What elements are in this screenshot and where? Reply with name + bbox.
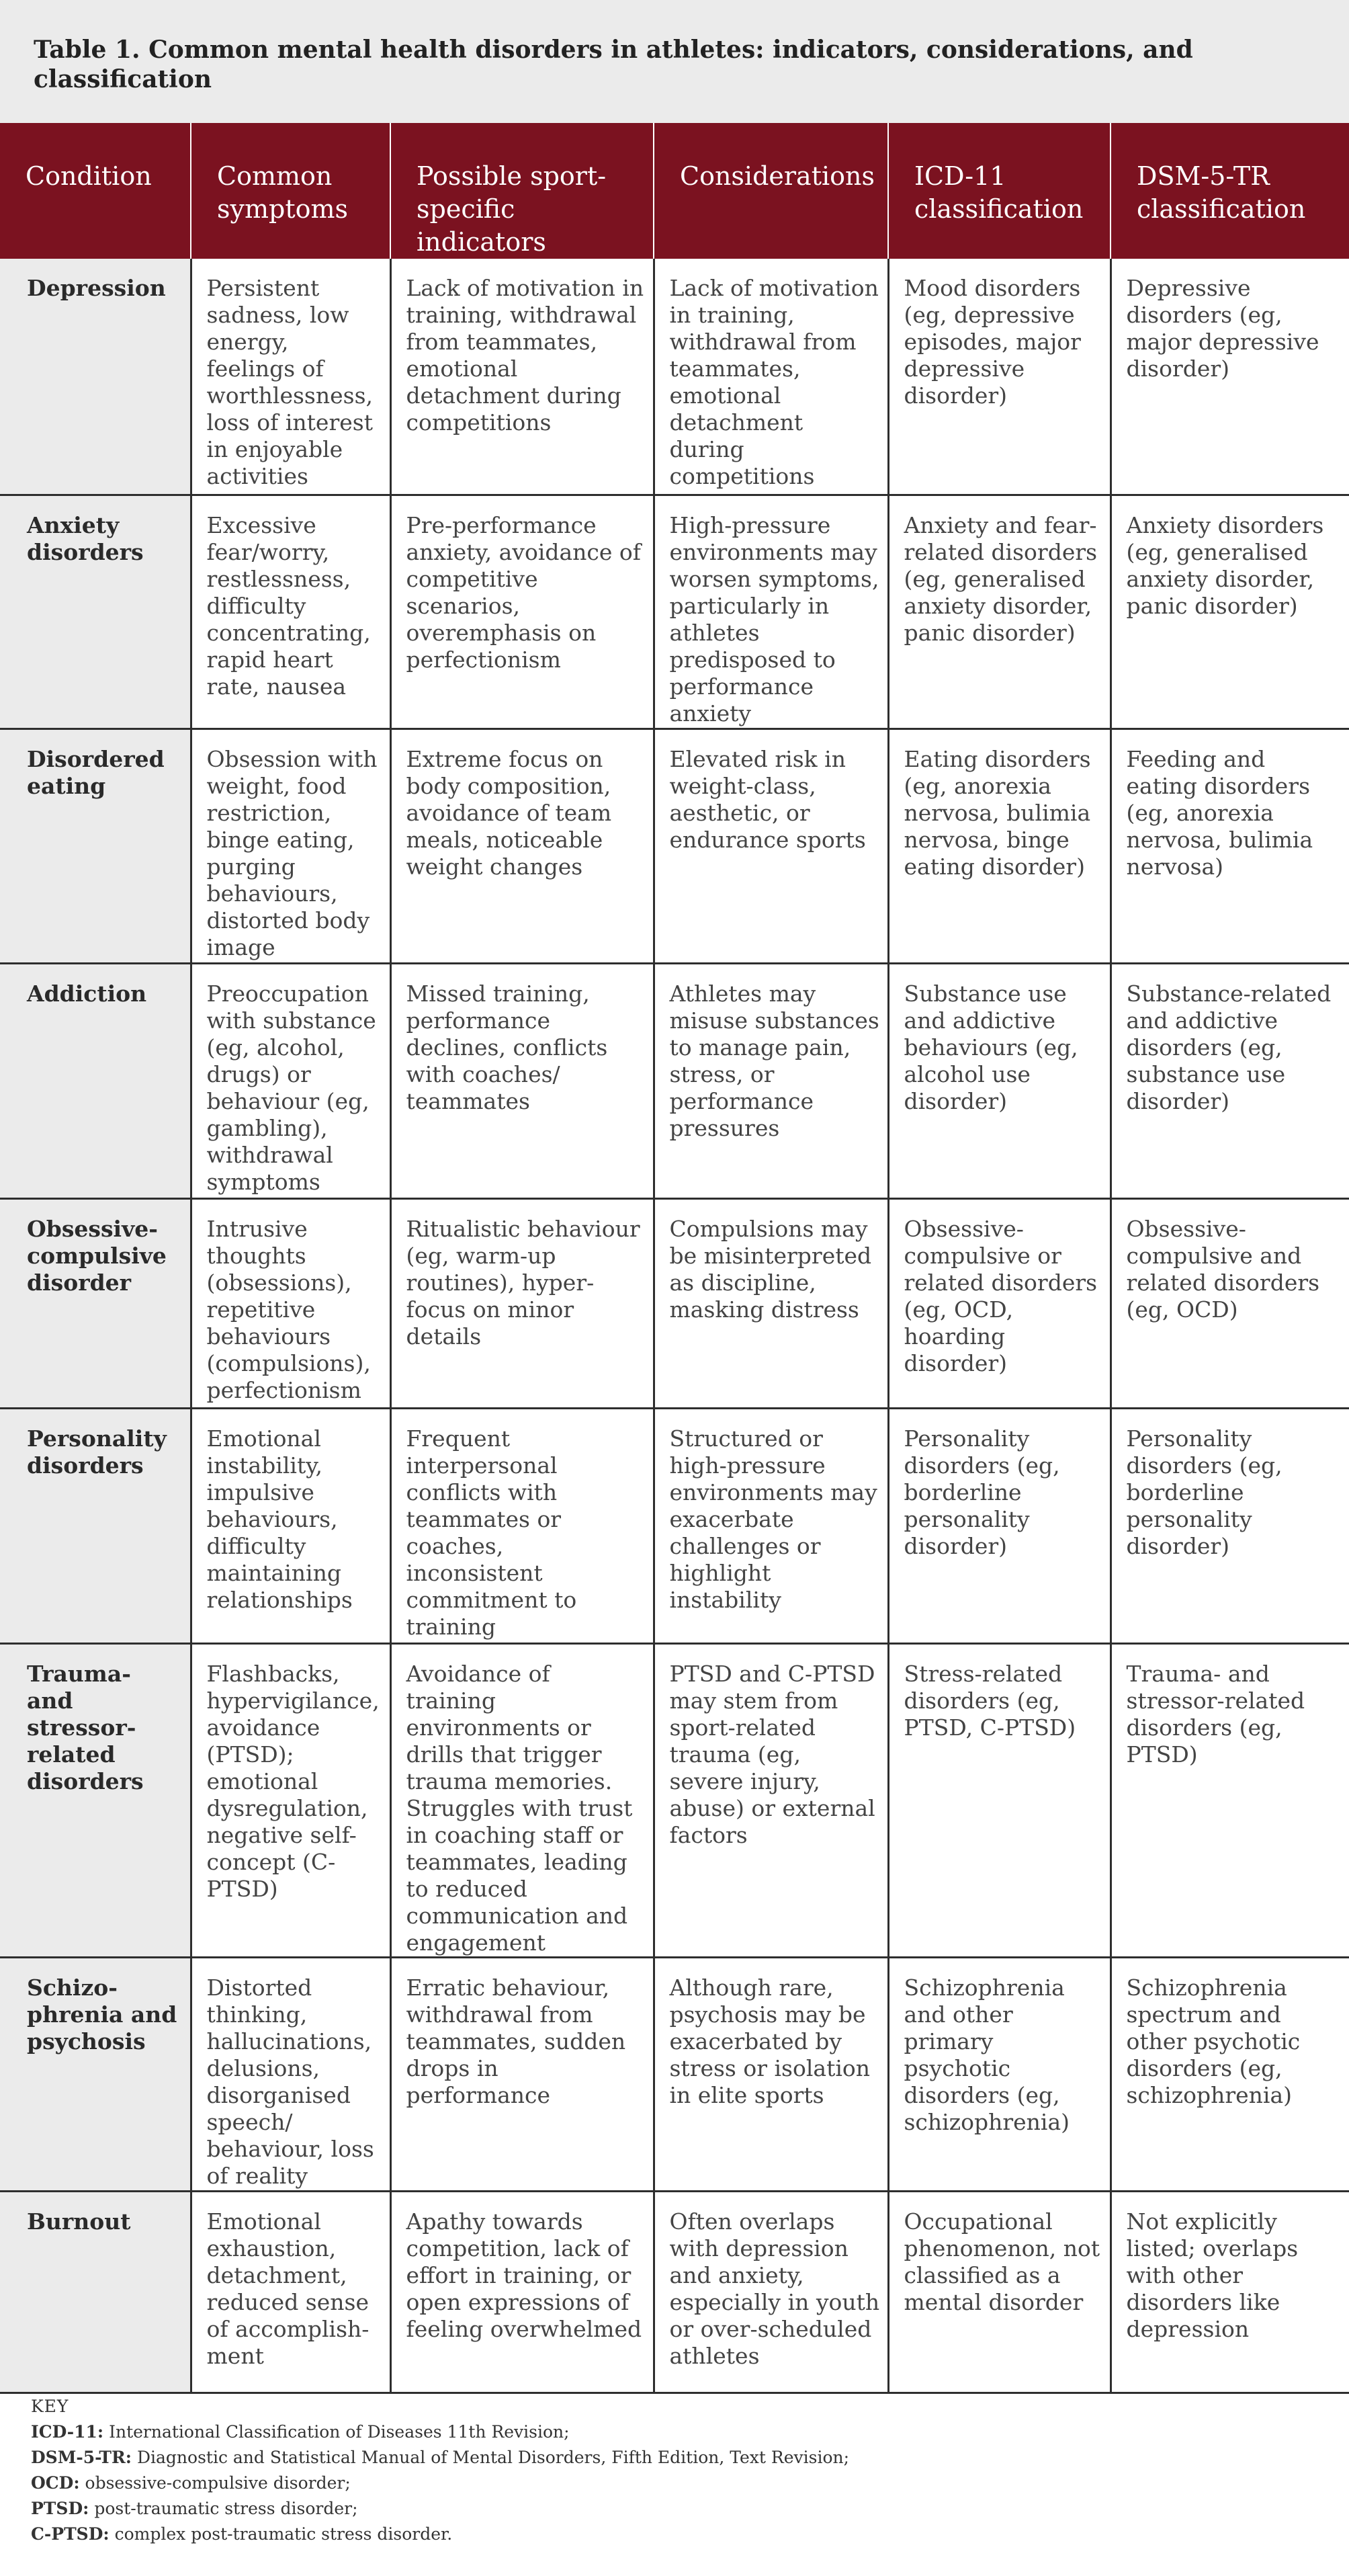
symptoms-cell: Excessive fear/worry, restlessness, difficulty concentrating, rapid heart rate, nausea bbox=[191, 495, 390, 729]
indicators-cell: Avoidance of training environments or drills that trigger trauma memories. Struggles with trust in coaching staff or teammates, leading to reduced communication and engagement bbox=[390, 1643, 654, 1957]
key-text: Diagnostic and Statistical Manual of Mental Disorders, Fifth Edition, Text Revision; bbox=[136, 2448, 850, 2467]
title-bar bbox=[0, 0, 1349, 123]
key-item bbox=[31, 2445, 1318, 2470]
disorders-table bbox=[0, 123, 1349, 2394]
key-section bbox=[0, 2366, 1349, 2547]
header-row bbox=[0, 123, 1349, 259]
condition-cell: Burnout bbox=[0, 2191, 191, 2393]
icd11-cell: Personality disorders (eg, borderline personality disorder) bbox=[888, 1408, 1111, 1643]
header-indicators: Possible sport-specific indicators bbox=[390, 123, 654, 259]
key-text: complex post-traumatic stress disorder. bbox=[114, 2524, 453, 2544]
symptoms-cell: Obsession with weight, food restriction, binge eating, purging behaviours, distorted body image bbox=[191, 729, 390, 963]
condition-cell: Addiction bbox=[0, 963, 191, 1198]
table-row bbox=[0, 495, 1349, 729]
table-row bbox=[0, 259, 1349, 495]
condition-cell: Disordered eating bbox=[0, 729, 191, 963]
key-item bbox=[31, 2522, 1318, 2547]
table-row bbox=[0, 1198, 1349, 1408]
symptoms-cell: Preoccupation with substance (eg, alcohol, drugs) or behaviour (eg, gambling), withdrawal symptoms bbox=[191, 963, 390, 1198]
indicators-cell: Apathy towards competition, lack of effort in training, or open expressions of feeling overwhelmed bbox=[390, 2191, 654, 2393]
considerations-cell: Often overlaps with depression and anxiety, especially in youth or over-scheduled athletes bbox=[654, 2191, 888, 2393]
indicators-cell: Lack of motivation in training, withdrawal from teammates, emotional detachment during competitions bbox=[390, 259, 654, 495]
key-text: post-traumatic stress disorder; bbox=[94, 2499, 358, 2518]
table-title: Table 1. Common mental health disorders in athletes: indicators, considerations, and classification bbox=[34, 36, 1193, 93]
symptoms-cell: Distorted thinking, hallucinations, delusions, disorganised speech/ behaviour, loss of reality bbox=[191, 1957, 390, 2191]
icd11-cell: Obsessive-compulsive or related disorders (eg, OCD, hoarding disorder) bbox=[888, 1198, 1111, 1408]
considerations-cell: Structured or high-pressure environments may exacerbate challenges or highlight instability bbox=[654, 1408, 888, 1643]
considerations-cell: High-pressure environments may worsen symptoms, particularly in athletes predisposed to performance anxiety bbox=[654, 495, 888, 729]
considerations-cell: Lack of motivation in training, withdrawal from teammates, emotional detachment during competitions bbox=[654, 259, 888, 495]
header-condition: Condition bbox=[0, 123, 191, 259]
dsm5tr-cell: Personality disorders (eg, borderline personality disorder) bbox=[1111, 1408, 1349, 1643]
key-item bbox=[31, 2496, 1318, 2522]
symptoms-cell: Flashbacks, hypervigilance, avoidance (PTSD); emotional dysregulation, negative self-concept (C-PTSD) bbox=[191, 1643, 390, 1957]
dsm5tr-cell: Substance-related and addictive disorders (eg, substance use disorder) bbox=[1111, 963, 1349, 1198]
key-abbr: DSM-5-TR: bbox=[31, 2448, 132, 2467]
key-text: obsessive-compulsive disorder; bbox=[85, 2473, 351, 2493]
icd11-cell: Occupational phenomenon, not classified as a mental disorder bbox=[888, 2191, 1111, 2393]
symptoms-cell: Emotional exhaustion, detachment, reduced sense of accomplish-ment bbox=[191, 2191, 390, 2393]
indicators-cell: Erratic behaviour, withdrawal from teammates, sudden drops in performance bbox=[390, 1957, 654, 2191]
dsm5tr-cell: Not explicitly listed; overlaps with other disorders like depression bbox=[1111, 2191, 1349, 2393]
table-row bbox=[0, 2191, 1349, 2393]
indicators-cell: Pre-performance anxiety, avoidance of competitive scenarios, overemphasis on perfectionism bbox=[390, 495, 654, 729]
header-icd11: ICD-11 classification bbox=[888, 123, 1111, 259]
indicators-cell: Frequent interpersonal conflicts with teammates or coaches, inconsistent commitment to training bbox=[390, 1408, 654, 1643]
dsm5tr-cell: Obsessive-compulsive and related disorders (eg, OCD) bbox=[1111, 1198, 1349, 1408]
header-considerations: Considerations bbox=[654, 123, 888, 259]
symptoms-cell: Persistent sadness, low energy, feelings of worthlessness, loss of interest in enjoyable activities bbox=[191, 259, 390, 495]
dsm5tr-cell: Trauma- and stressor-related disorders (eg, PTSD) bbox=[1111, 1643, 1349, 1957]
considerations-cell: Elevated risk in weight-class, aesthetic, or endurance sports bbox=[654, 729, 888, 963]
header-dsm5tr: DSM-5-TR classification bbox=[1111, 123, 1349, 259]
dsm5tr-cell: Depressive disorders (eg, major depressive disorder) bbox=[1111, 259, 1349, 495]
condition-cell: Trauma- and stressor-related disorders bbox=[0, 1643, 191, 1957]
indicators-cell: Missed training, performance declines, conflicts with coaches/ teammates bbox=[390, 963, 654, 1198]
dsm5tr-cell: Feeding and eating disorders (eg, anorexia nervosa, bulimia nervosa) bbox=[1111, 729, 1349, 963]
symptoms-cell: Intrusive thoughts (obsessions), repetitive behaviours (compulsions), perfectionism bbox=[191, 1198, 390, 1408]
condition-cell: Obsessive-compulsive disorder bbox=[0, 1198, 191, 1408]
condition-cell: Personality disorders bbox=[0, 1408, 191, 1643]
icd11-cell: Mood disorders (eg, depressive episodes, major depressive disorder) bbox=[888, 259, 1111, 495]
icd11-cell: Anxiety and fear-related disorders (eg, generalised anxiety disorder, panic disorder) bbox=[888, 495, 1111, 729]
header-symptoms: Common symptoms bbox=[191, 123, 390, 259]
key-abbr: ICD-11: bbox=[31, 2422, 104, 2442]
key-item bbox=[31, 2470, 1318, 2496]
icd11-cell: Stress-related disorders (eg, PTSD, C-PTSD) bbox=[888, 1643, 1111, 1957]
indicators-cell: Ritualistic behaviour (eg, warm-up routines), hyper-focus on minor details bbox=[390, 1198, 654, 1408]
dsm5tr-cell: Anxiety disorders (eg, generalised anxiety disorder, panic disorder) bbox=[1111, 495, 1349, 729]
key-text: International Classification of Diseases 11th Revision; bbox=[109, 2422, 570, 2442]
table-row bbox=[0, 1957, 1349, 2191]
considerations-cell: Athletes may misuse substances to manage pain, stress, or performance pressures bbox=[654, 963, 888, 1198]
key-item bbox=[31, 2419, 1318, 2445]
table-row bbox=[0, 963, 1349, 1198]
icd11-cell: Substance use and addictive behaviours (eg, alcohol use disorder) bbox=[888, 963, 1111, 1198]
symptoms-cell: Emotional instability, impulsive behaviours, difficulty maintaining relationships bbox=[191, 1408, 390, 1643]
icd11-cell: Schizophrenia and other primary psychotic disorders (eg, schizophrenia) bbox=[888, 1957, 1111, 2191]
key-abbr: OCD: bbox=[31, 2473, 80, 2493]
table-row bbox=[0, 729, 1349, 963]
considerations-cell: Compulsions may be misinterpreted as discipline, masking distress bbox=[654, 1198, 888, 1408]
considerations-cell: PTSD and C-PTSD may stem from sport-related trauma (eg, severe injury, abuse) or external factors bbox=[654, 1643, 888, 1957]
dsm5tr-cell: Schizophrenia spectrum and other psychotic disorders (eg, schizophrenia) bbox=[1111, 1957, 1349, 2191]
key-title: KEY bbox=[31, 2397, 69, 2416]
indicators-cell: Extreme focus on body composition, avoidance of team meals, noticeable weight changes bbox=[390, 729, 654, 963]
table-row bbox=[0, 1408, 1349, 1643]
key-abbr: PTSD: bbox=[31, 2499, 89, 2518]
condition-cell: Schizo-phrenia and psychosis bbox=[0, 1957, 191, 2191]
key-abbr: C-PTSD: bbox=[31, 2524, 110, 2544]
icd11-cell: Eating disorders (eg, anorexia nervosa, bulimia nervosa, binge eating disorder) bbox=[888, 729, 1111, 963]
considerations-cell: Although rare, psychosis may be exacerbated by stress or isolation in elite sports bbox=[654, 1957, 888, 2191]
table-row bbox=[0, 1643, 1349, 1957]
condition-cell: Anxiety disorders bbox=[0, 495, 191, 729]
condition-cell: Depression bbox=[0, 259, 191, 495]
